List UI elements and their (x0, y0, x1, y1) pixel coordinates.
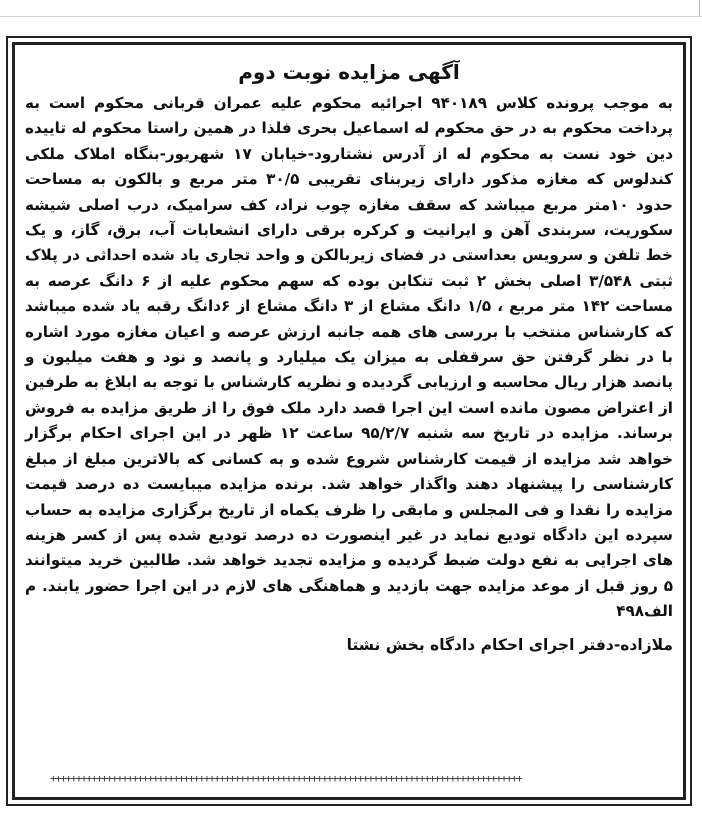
notice-title: آگهی مزایده نوبت دوم (238, 60, 460, 84)
top-corner-mark (673, 0, 700, 16)
notice-signature: ملازاده-دفتر اجرای احکام دادگاه بخش نشتا (346, 635, 673, 654)
top-rule (0, 0, 702, 17)
footer-separator: ++++++++++++++++++++++++++++++++++++++++++++++++++++++++++++++++++++++++++++++++++++++++++++ (50, 772, 522, 785)
notice-inner-frame (12, 42, 686, 800)
notice-content (25, 57, 673, 785)
notice-frame (6, 36, 692, 806)
notice-body: به موجب پرونده کلاس ۹۴۰۱۸۹ اجرائیه محکوم علیه عمران قربانی محکوم است به پرداخت محکوم به در حق محکوم له اسماعیل بحری فلذا در همین راستا محکوم له تاییده دین خود نست به محکوم له از آدرس نشتارود-خیابان ۱۷ شهریور-بنگاه املاک ملکی کندلوس که مغازه مذکور دارای زیربنای تقریبی ۳۰/۵ متر مربع و بالکون به مساحت حدود ۱۰متر مربع میباشد که سقف مغازه چوب نراد، کف سرامیک، درب اصلی شیشه سکوریت، سربندی آهن و ایرانیت و کرکره برقی دارای انشعابات آب، برق، گاز، و یک خط تلفن و سرویس بعداستی در فضای زیربالکن و واحد تجاری یاد شده احداثی در پلاک ثبتی ۳/۵۴۸ اصلی بخش ۲ ثبت تنکابن بوده که سهم محکوم علیه از ۶ دانگ عرصه به مساحت ۱۴۲ متر مربع ، ۱/۵ دانگ مشاع از ۳ دانگ مشاع از ۶دانگ رقبه یاد شده میباشد که کارشناس منتخب با بررسی های همه جانبه ارزش عرصه و اعیان مغازه مورد اشاره با در نظر گرفتن حق سرقفلی به میزان یک میلیارد و پانصد و نود و هفت میلیون و پانصد هزار ریال محاسبه و ارزیابی گردیده و نظریه کارشناس با توجه به ابلاغ به طرفین از اعتراض مصون مانده است این اجرا قصد دارد ملک فوق را از طریق مزایده به فروش برساند. مزایده در تاریخ سه شنبه ۹۵/۲/۷ ساعت ۱۲ ظهر در این اجرای احکام برگزار خواهد شد مزایده از قیمت کارشناس شروع شده و به کسانی که بالاترین مبلغ از مبلغ کارشناسی را پیشنهاد دهند واگذار خواهد شد. برنده مزایده میبایست ده درصد قیمت مزایده را نقدا و فی المجلس و مابقی را ظرف یکماه از تاریخ برگزاری مزایده به حساب سپرده این دادگاه تودیع نماید در غیر اینصورت ده درصد تودیع شده پس از کسر هزینه های اجرایی به نفع دولت ضبط گردیده و مزایده تجدید خواهد شد. طالبین خرید میتوانند ۵ روز قبل از موعد مزایده جهت بازدید و هماهنگی های لازم در این اجرا حضور یابند. م الف۴۹۸ (25, 94, 674, 621)
